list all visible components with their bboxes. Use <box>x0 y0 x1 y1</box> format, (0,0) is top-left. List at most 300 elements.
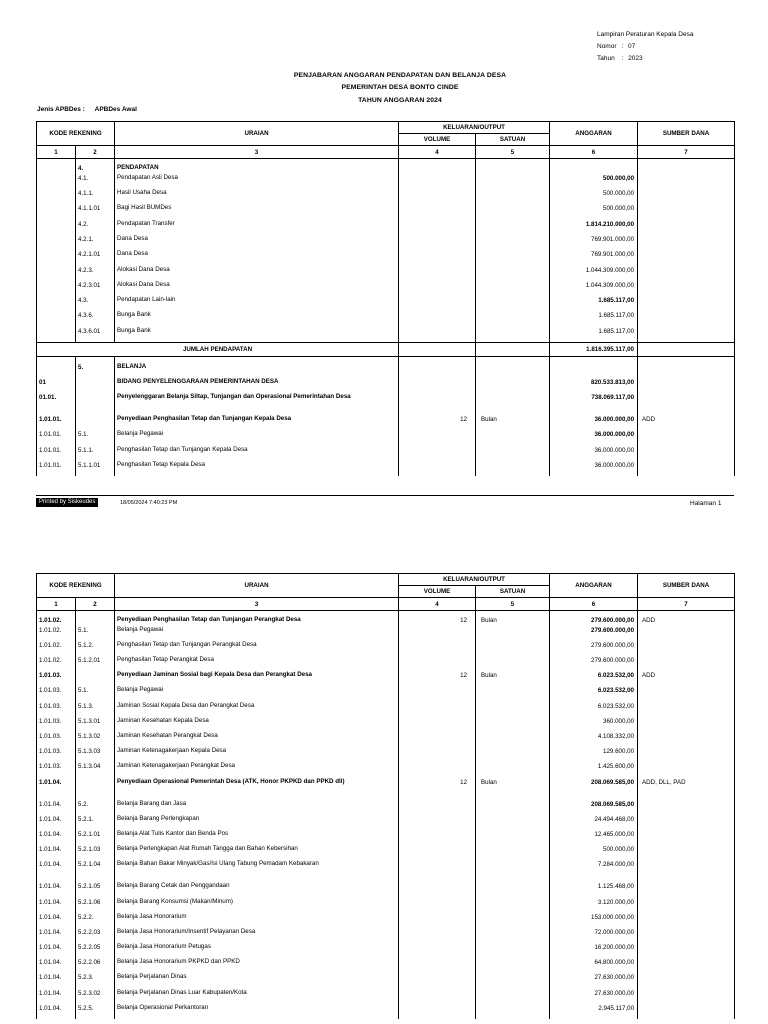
cell-kode-rekening: 5.2.2.05 <box>76 943 115 958</box>
cell-sumber-dana <box>638 378 735 393</box>
cell-sumber-dana <box>638 717 735 732</box>
table-row <box>37 943 735 958</box>
table-row <box>37 235 735 250</box>
cell-kode-rekening <box>76 415 115 430</box>
cell-uraian: BELANJA <box>115 363 399 378</box>
table-row <box>37 860 735 882</box>
cell-sumber-dana <box>638 882 735 897</box>
cell-kode-kegiatan <box>37 220 76 235</box>
cell-kode-rekening: 5.2.1.01 <box>76 830 115 845</box>
cell-sumber-dana <box>638 393 735 415</box>
col-kode-rekening: KODE REKENING <box>37 574 115 598</box>
col-volume: VOLUME <box>399 586 476 598</box>
cell-anggaran: 36.000.000,00 <box>550 430 638 445</box>
table-row <box>37 747 735 762</box>
printed-by-badge: Printed by Siskeudes <box>36 498 98 507</box>
cell-kode-rekening: 5.1. <box>76 626 115 641</box>
cell-kode-kegiatan: 1.01.04. <box>37 830 76 845</box>
cell-sumber-dana <box>638 860 735 882</box>
cell-uraian: Jaminan Kesehatan Kepala Desa <box>115 717 399 732</box>
cell-uraian: Pendapatan Lain-lain <box>115 296 399 311</box>
cell-anggaran: 4.108.332,00 <box>550 732 638 747</box>
cell-volume <box>399 717 476 732</box>
cell-uraian: Pendapatan Transfer <box>115 220 399 235</box>
cell-satuan <box>476 973 550 988</box>
cell-kode-rekening: 5.1. <box>76 686 115 701</box>
cell-sumber-dana <box>638 845 735 860</box>
cell-uraian: Bunga Bank <box>115 311 399 326</box>
table-row <box>37 189 735 204</box>
cell-sumber-dana: ADD, DLL, PAD <box>638 778 735 800</box>
cell-volume <box>399 174 476 189</box>
col-volume: VOLUME <box>399 134 476 146</box>
cell-volume <box>399 378 476 393</box>
cell-sumber-dana <box>638 641 735 656</box>
col-num: 7 <box>638 146 735 159</box>
cell-sumber-dana <box>638 296 735 311</box>
cell-volume <box>399 815 476 830</box>
cell-volume <box>399 943 476 958</box>
cell-anggaran <box>550 363 638 378</box>
cell-uraian: Belanja Alat Tulis Kantor dan Benda Pos <box>115 830 399 845</box>
lampiran-label: Lampiran Peraturan Kepala Desa <box>597 31 694 38</box>
cell-sumber-dana: ADD <box>638 611 735 626</box>
cell-uraian: Penghasilan Tetap Perangkat Desa <box>115 656 399 671</box>
printed-timestamp: 18/05/2024 7:40:23 PM <box>120 500 178 506</box>
cell-sumber-dana <box>638 250 735 265</box>
cell-anggaran: 208.069.585,00 <box>550 778 638 800</box>
cell-satuan <box>476 342 550 356</box>
col-num: 2 <box>76 598 115 611</box>
cell-uraian: Penyediaan Penghasilan Tetap dan Tunjangan Kepala Desa <box>115 415 399 430</box>
cell-sumber-dana <box>638 174 735 189</box>
cell-kode-rekening: 5.2.3. <box>76 973 115 988</box>
table-row <box>37 928 735 943</box>
cell-anggaran: 1.044.309.000,00 <box>550 266 638 281</box>
cell-satuan <box>476 958 550 973</box>
col-anggaran: ANGGARAN <box>550 122 638 146</box>
cell-anggaran: 500.000,00 <box>550 845 638 860</box>
cell-sumber-dana <box>638 446 735 461</box>
cell-volume <box>399 928 476 943</box>
table-row <box>37 626 735 641</box>
cell-satuan <box>476 235 550 250</box>
cell-uraian: Belanja Barang Konsumsi (Makan/Minum) <box>115 898 399 913</box>
table-row <box>37 446 735 461</box>
cell-satuan <box>476 363 550 378</box>
cell-kode-kegiatan: 1.01.04. <box>37 1004 76 1019</box>
cell-volume <box>399 363 476 378</box>
table-row <box>37 800 735 815</box>
table-row <box>37 174 735 189</box>
cell-satuan <box>476 989 550 1004</box>
tahun-label: Tahun <box>597 55 615 62</box>
cell-kode-rekening: 5.1.3.02 <box>76 732 115 747</box>
nomor-value: 07 <box>627 43 636 50</box>
cell-volume <box>399 311 476 326</box>
cell-kode-rekening: 4.2.1.01 <box>76 250 115 265</box>
cell-satuan: Bulan <box>476 778 550 800</box>
cell-uraian: Penyediaan Operasional Pemerintah Desa (ATK, Honor PKPKD dan PPKD dll) <box>115 778 399 800</box>
cell-sumber-dana <box>638 327 735 342</box>
col-anggaran: ANGGARAN <box>550 574 638 598</box>
col-num: 7 <box>638 598 735 611</box>
cell-volume <box>399 958 476 973</box>
table-row <box>37 296 735 311</box>
cell-satuan <box>476 311 550 326</box>
cell-kode-rekening <box>76 671 115 686</box>
cell-uraian: Alokasi Dana Desa <box>115 266 399 281</box>
cell-kode-kegiatan: 1.01.03. <box>37 747 76 762</box>
doc-subtitle: PEMERINTAH DESA BONTO CINDE <box>341 84 459 91</box>
cell-kode-kegiatan: 1.01.03. <box>37 732 76 747</box>
cell-kode-kegiatan: 1.01.02. <box>37 611 76 626</box>
cell-uraian: Belanja Bahan Bakar Minyak/Gas/Isi Ulang Tabung Pemadam Kebakaran <box>115 860 399 882</box>
cell-anggaran: 820.533.813,00 <box>550 378 638 393</box>
cell-anggaran: 500.000,00 <box>550 189 638 204</box>
cell-satuan <box>476 189 550 204</box>
cell-volume <box>399 747 476 762</box>
cell-sumber-dana <box>638 913 735 928</box>
cell-volume <box>399 656 476 671</box>
cell-uraian: Belanja Pegawai <box>115 430 399 445</box>
cell-satuan: Bulan <box>476 611 550 626</box>
cell-satuan <box>476 882 550 897</box>
cell-uraian: Jaminan Sosial Kepala Desa dan Perangkat Desa <box>115 702 399 717</box>
cell-kode-rekening: 5.2.2.03 <box>76 928 115 943</box>
nomor-row: Nomor : 07 <box>597 43 636 50</box>
col-num: 3 <box>115 598 399 611</box>
cell-satuan <box>476 943 550 958</box>
cell-volume <box>399 830 476 845</box>
col-sumber-dana: SUMBER DANA <box>638 574 735 598</box>
cell-volume <box>399 430 476 445</box>
cell-kode-kegiatan: 1.01.01. <box>37 446 76 461</box>
cell-kode-kegiatan: 1.01.04. <box>37 860 76 882</box>
cell-kode-rekening: 5.1.2. <box>76 641 115 656</box>
cell-kode-kegiatan: 1.01.04. <box>37 898 76 913</box>
cell-volume <box>399 800 476 815</box>
cell-uraian: Belanja Perjalanan Dinas <box>115 973 399 988</box>
cell-kode-rekening: 4.2.3. <box>76 266 115 281</box>
cell-satuan <box>476 266 550 281</box>
cell-anggaran: 27.630.000,00 <box>550 989 638 1004</box>
table-row <box>37 732 735 747</box>
cell-uraian: Bunga Bank <box>115 327 399 342</box>
cell-satuan <box>476 860 550 882</box>
cell-sumber-dana <box>638 762 735 777</box>
cell-kode-kegiatan: 1.01.04. <box>37 989 76 1004</box>
table-row <box>37 815 735 830</box>
cell-anggaran <box>550 159 638 174</box>
cell-anggaran: 36.000.000,00 <box>550 461 638 476</box>
cell-anggaran: 1.814.210.000,00 <box>550 220 638 235</box>
cell-kode-kegiatan: 1.01.04. <box>37 845 76 860</box>
cell-kode-rekening: 5.2.5. <box>76 1004 115 1019</box>
cell-volume <box>399 327 476 342</box>
table-row <box>37 363 735 378</box>
col-uraian: URAIAN <box>115 574 399 598</box>
cell-sumber-dana <box>638 800 735 815</box>
total-row <box>37 342 735 356</box>
cell-kode-kegiatan: 1.01.03. <box>37 702 76 717</box>
table-row <box>37 204 735 219</box>
cell-sumber-dana <box>638 235 735 250</box>
total-label: JUMLAH PENDAPATAN <box>37 342 399 356</box>
cell-satuan <box>476 913 550 928</box>
budget-table-page2 <box>36 573 735 1019</box>
cell-uraian: Pendapatan Asli Desa <box>115 174 399 189</box>
cell-kode-rekening: 5.1.3.01 <box>76 717 115 732</box>
cell-anggaran: 129.600,00 <box>550 747 638 762</box>
cell-volume <box>399 641 476 656</box>
cell-kode-rekening: 5.2.1. <box>76 815 115 830</box>
cell-volume <box>399 882 476 897</box>
cell-anggaran: 279.600.000,00 <box>550 611 638 626</box>
cell-satuan <box>476 281 550 296</box>
cell-anggaran: 3.120.000,00 <box>550 898 638 913</box>
cell-sumber-dana: ADD <box>638 671 735 686</box>
cell-kode-kegiatan <box>37 281 76 296</box>
cell-uraian: Jaminan Kesehatan Perangkat Desa <box>115 732 399 747</box>
table-row <box>37 220 735 235</box>
cell-anggaran: 16.200.000,00 <box>550 943 638 958</box>
cell-kode-kegiatan: 1.01.01. <box>37 415 76 430</box>
cell-volume <box>399 235 476 250</box>
cell-kode-kegiatan <box>37 296 76 311</box>
column-number-row <box>37 598 735 611</box>
cell-uraian: Penghasilan Tetap Kepala Desa <box>115 461 399 476</box>
cell-satuan <box>476 928 550 943</box>
table-row <box>37 656 735 671</box>
cell-kode-rekening: 5.1.3.04 <box>76 762 115 777</box>
col-uraian: URAIAN <box>115 122 399 146</box>
cell-kode-rekening: 5.1.1. <box>76 446 115 461</box>
cell-sumber-dana <box>638 958 735 973</box>
page-number: Halaman 1 <box>690 500 722 507</box>
cell-sumber-dana <box>638 189 735 204</box>
cell-uraian: Belanja Perjalanan Dinas Luar Kabupaten/Kota <box>115 989 399 1004</box>
cell-sumber-dana <box>638 702 735 717</box>
cell-anggaran: 738.069.117,00 <box>550 393 638 415</box>
cell-anggaran: 27.630.000,00 <box>550 973 638 988</box>
cell-volume <box>399 702 476 717</box>
cell-kode-rekening <box>76 611 115 626</box>
col-num: 1 <box>37 146 76 159</box>
cell-sumber-dana <box>638 311 735 326</box>
cell-satuan <box>476 747 550 762</box>
cell-sumber-dana <box>638 430 735 445</box>
cell-anggaran: 1.125.468,00 <box>550 882 638 897</box>
cell-anggaran: 500.000,00 <box>550 174 638 189</box>
column-number-row <box>37 146 735 159</box>
cell-kode-kegiatan: 1.01.04. <box>37 928 76 943</box>
table-row <box>37 159 735 174</box>
cell-satuan <box>476 174 550 189</box>
cell-uraian: Belanja Jasa Honorarium Petugas <box>115 943 399 958</box>
cell-kode-kegiatan: 1.01.04. <box>37 882 76 897</box>
cell-volume <box>399 989 476 1004</box>
cell-volume <box>399 762 476 777</box>
doc-title: PENJABARAN ANGGARAN PENDAPATAN DAN BELANJA DESA <box>293 72 507 79</box>
cell-kode-rekening: 4.2. <box>76 220 115 235</box>
table-row <box>37 281 735 296</box>
col-num: 5 <box>476 146 550 159</box>
cell-anggaran: 6.023.532,00 <box>550 671 638 686</box>
cell-volume: 12 <box>399 611 476 626</box>
table-row <box>37 973 735 988</box>
cell-kode-rekening: 5.1. <box>76 430 115 445</box>
col-num: 3 <box>115 146 399 159</box>
cell-kode-kegiatan: 1.01.02. <box>37 626 76 641</box>
cell-uraian: Dana Desa <box>115 235 399 250</box>
cell-anggaran: 7.284.000,00 <box>550 860 638 882</box>
cell-uraian: Belanja Barang Cetak dan Penggandaan <box>115 882 399 897</box>
table-row <box>37 641 735 656</box>
cell-volume <box>399 860 476 882</box>
cell-sumber-dana <box>638 281 735 296</box>
cell-anggaran: 36.000.000,00 <box>550 446 638 461</box>
cell-kode-kegiatan: 1.01.04. <box>37 800 76 815</box>
cell-satuan <box>476 845 550 860</box>
cell-uraian: Jaminan Ketenagakerjaan Kepala Desa <box>115 747 399 762</box>
cell-kode-kegiatan: 1.01.02. <box>37 641 76 656</box>
cell-anggaran: 2.945.117,00 <box>550 1004 638 1019</box>
cell-satuan <box>476 702 550 717</box>
cell-volume <box>399 342 476 356</box>
cell-kode-kegiatan: 1.01.03. <box>37 717 76 732</box>
table-header <box>37 574 735 598</box>
cell-volume: 12 <box>399 415 476 430</box>
cell-kode-rekening <box>76 393 115 415</box>
cell-volume: 12 <box>399 778 476 800</box>
cell-sumber-dana <box>638 830 735 845</box>
cell-kode-kegiatan: 1.01.04. <box>37 778 76 800</box>
cell-kode-kegiatan: 1.01.04. <box>37 943 76 958</box>
cell-satuan: Bulan <box>476 415 550 430</box>
cell-kode-rekening: 4.3.6.01 <box>76 327 115 342</box>
tahun-value: 2023 <box>628 55 643 62</box>
cell-uraian: Penyediaan Penghasilan Tetap dan Tunjangan Perangkat Desa <box>115 611 399 626</box>
cell-volume <box>399 393 476 415</box>
table-row <box>37 430 735 445</box>
cell-uraian: Belanja Jasa Honorarium PKPKD dan PPKD <box>115 958 399 973</box>
table-row <box>37 702 735 717</box>
cell-uraian: Penyelenggaran Belanja Siltap, Tunjangan dan Operasional Pemerintahan Desa <box>115 393 399 415</box>
cell-sumber-dana <box>638 989 735 1004</box>
cell-satuan <box>476 220 550 235</box>
cell-kode-rekening: 4.1.1.01 <box>76 204 115 219</box>
col-keluaran: KELUARAN/OUTPUT <box>399 122 550 134</box>
cell-sumber <box>638 342 735 356</box>
cell-kode-kegiatan <box>37 174 76 189</box>
cell-volume: 12 <box>399 671 476 686</box>
cell-anggaran: 769.901.000,00 <box>550 250 638 265</box>
cell-kode-kegiatan: 1.01.04. <box>37 958 76 973</box>
cell-sumber-dana <box>638 461 735 476</box>
cell-kode-rekening: 4.3.6. <box>76 311 115 326</box>
cell-anggaran: 279.600.000,00 <box>550 641 638 656</box>
cell-sumber-dana: ADD <box>638 415 735 430</box>
cell-kode-kegiatan <box>37 327 76 342</box>
cell-kode-rekening: 5.1.1.01 <box>76 461 115 476</box>
cell-anggaran: 1.685.117,00 <box>550 296 638 311</box>
cell-anggaran: 64.800.000,00 <box>550 958 638 973</box>
cell-kode-rekening: 5.2.2. <box>76 913 115 928</box>
cell-volume <box>399 159 476 174</box>
cell-volume <box>399 281 476 296</box>
cell-kode-kegiatan: 1.01.04. <box>37 815 76 830</box>
jenis-apbdes <box>37 106 137 113</box>
total-amount: 1.816.395.117,00 <box>550 342 638 356</box>
table-row <box>37 913 735 928</box>
cell-kode-rekening: 4.1.1. <box>76 189 115 204</box>
table-row <box>37 717 735 732</box>
cell-anggaran: 6.023.532,00 <box>550 702 638 717</box>
cell-kode-rekening: 5.2.1.04 <box>76 860 115 882</box>
cell-uraian: Belanja Jasa Honorarium <box>115 913 399 928</box>
cell-satuan <box>476 446 550 461</box>
col-kode-rekening: KODE REKENING <box>37 122 115 146</box>
cell-anggaran: 1.685.117,00 <box>550 311 638 326</box>
cell-kode-kegiatan: 1.01.01. <box>37 430 76 445</box>
table-body-page2 <box>37 598 735 1020</box>
cell-kode-kegiatan: 01 <box>37 378 76 393</box>
cell-satuan <box>476 250 550 265</box>
table-row <box>37 378 735 393</box>
cell-uraian: Belanja Pegawai <box>115 686 399 701</box>
cell-sumber-dana <box>638 928 735 943</box>
jenis-label: Jenis APBDes : <box>37 106 85 113</box>
cell-uraian: Belanja Perlengkapan Alat Rumah Tangga dan Bahan Kebersihan <box>115 845 399 860</box>
table-row <box>37 611 735 626</box>
cell-volume <box>399 686 476 701</box>
table-row <box>37 671 735 686</box>
table-header <box>37 122 735 146</box>
table-row <box>37 415 735 430</box>
cell-kode-kegiatan <box>37 204 76 219</box>
cell-volume <box>399 461 476 476</box>
cell-sumber-dana <box>638 204 735 219</box>
cell-sumber-dana <box>638 686 735 701</box>
cell-anggaran: 72.000.000,00 <box>550 928 638 943</box>
cell-satuan <box>476 815 550 830</box>
cell-volume <box>399 973 476 988</box>
cell-volume <box>399 446 476 461</box>
col-num: 2 <box>76 146 115 159</box>
table-row <box>37 830 735 845</box>
cell-anggaran: 769.901.000,00 <box>550 235 638 250</box>
col-num: 6 <box>550 598 638 611</box>
cell-anggaran: 360.000,00 <box>550 717 638 732</box>
cell-volume <box>399 845 476 860</box>
cell-satuan <box>476 159 550 174</box>
cell-sumber-dana <box>638 732 735 747</box>
cell-sumber-dana <box>638 266 735 281</box>
table-row <box>37 845 735 860</box>
cell-kode-rekening: 5.1.3. <box>76 702 115 717</box>
cell-uraian: Belanja Operasional Perkantoran <box>115 1004 399 1019</box>
cell-satuan <box>476 686 550 701</box>
doc-year: TAHUN ANGGARAN 2024 <box>358 97 442 104</box>
cell-kode-kegiatan: 1.01.02. <box>37 656 76 671</box>
cell-kode-rekening: 5.2.1.03 <box>76 845 115 860</box>
cell-kode-rekening: 4.1. <box>76 174 115 189</box>
cell-satuan <box>476 762 550 777</box>
cell-kode-rekening: 5.2. <box>76 800 115 815</box>
cell-uraian: Belanja Pegawai <box>115 626 399 641</box>
cell-sumber-dana <box>638 363 735 378</box>
